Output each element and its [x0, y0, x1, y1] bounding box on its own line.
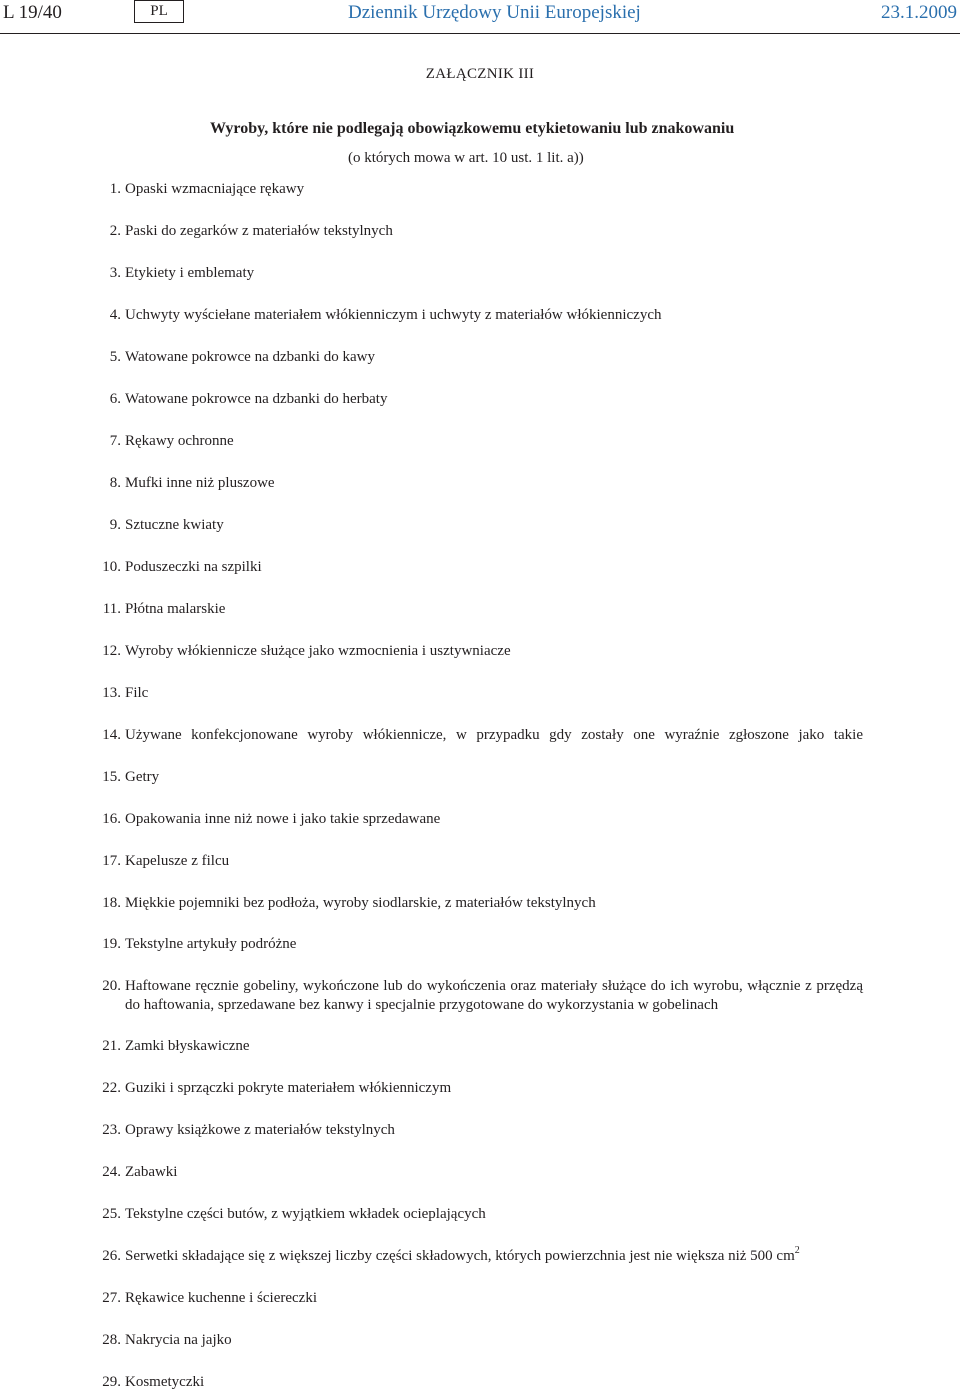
item-number: 4.	[109, 307, 121, 323]
superscript: 2	[794, 1245, 800, 1256]
item-number: 16.	[102, 811, 121, 827]
item-number: 1.	[109, 181, 121, 197]
item-number: 8.	[109, 475, 121, 491]
item-number: 23.	[102, 1122, 121, 1138]
item-text: Wyroby włókiennicze służące jako wzmocnienia i usztywniacze	[125, 643, 511, 659]
item-number: 9.	[109, 517, 121, 533]
item-text: Nakrycia na jajko	[125, 1332, 232, 1348]
publication-date: 23.1.2009	[881, 2, 957, 23]
item-number: 25.	[102, 1206, 121, 1222]
item-text: Uchwyty wyściełane materiałem włókienniczym i uchwyty z materiałów włókienniczych	[125, 307, 662, 323]
item-number: 18.	[102, 895, 121, 911]
item-number: 21.	[102, 1038, 121, 1054]
item-number: 22.	[102, 1080, 121, 1096]
annex-label: ZAŁĄCZNIK III	[425, 66, 535, 82]
language-badge: PL	[134, 0, 184, 23]
item-number: 2.	[109, 223, 121, 239]
item-text: Oprawy książkowe z materiałów tekstylnych	[125, 1122, 395, 1138]
annex-title: Wyroby, które nie podlegają obowiązkowemu etykietowaniu lub znakowaniu	[210, 120, 735, 137]
item-text: Płótna malarskie	[125, 601, 226, 617]
item-text: Filc	[125, 685, 149, 701]
item-number: 24.	[102, 1164, 121, 1180]
item-text: Guziki i sprzączki pokryte materiałem włókienniczym	[125, 1080, 452, 1096]
item-text: Poduszeczki na szpilki	[125, 559, 262, 575]
item-text: Rękawy ochronne	[125, 433, 234, 449]
journal-title: Dziennik Urzędowy Unii Europejskiej	[348, 2, 641, 23]
item-text: Paski do zegarków z materiałów tekstylnych	[125, 223, 393, 239]
item-number: 14.	[102, 727, 121, 743]
item-text: Zabawki	[125, 1164, 178, 1180]
item-text: Haftowane ręcznie gobeliny, wykończone lub do wykończenia oraz materiały służące do ich wyrobu, włącznie z przędzą do haftowania, sprzedawane bez kanwy i specjalnie przygotowane do wykorzystania w gobelinach	[125, 978, 863, 1013]
item-number: 15.	[102, 769, 121, 785]
item-text: Kosmetyczki	[125, 1374, 205, 1390]
item-number: 26.	[102, 1248, 121, 1264]
item-text: Watowane pokrowce na dzbanki do herbaty	[125, 391, 388, 407]
item-number: 17.	[102, 853, 121, 869]
item-number: 10.	[102, 559, 121, 575]
item-text: Tekstylne części butów, z wyjątkiem wkładek ocieplających	[125, 1206, 486, 1222]
item-number: 13.	[102, 685, 121, 701]
item-text: Etykiety i emblematy	[125, 265, 255, 281]
item-number: 3.	[109, 265, 121, 281]
item-number: 28.	[102, 1332, 121, 1348]
item-text: Sztuczne kwiaty	[125, 517, 224, 533]
page-reference: L 19/40	[3, 2, 62, 23]
item-number: 19.	[102, 936, 121, 952]
annex-subtitle: (o których mowa w art. 10 ust. 1 lit. a))	[348, 150, 584, 166]
item-text: Rękawice kuchenne i ściereczki	[125, 1290, 317, 1306]
item-text: Watowane pokrowce na dzbanki do kawy	[125, 349, 375, 365]
item-number: 12.	[102, 643, 121, 659]
item-text: Mufki inne niż pluszowe	[125, 475, 275, 491]
item-text: Getry	[125, 769, 160, 785]
item-number: 20.	[102, 978, 121, 994]
item-number: 7.	[109, 433, 121, 449]
item-text: Zamki błyskawiczne	[125, 1038, 250, 1054]
item-text: Używane konfekcjonowane wyroby włókiennicze, w przypadku gdy zostały one wyraźnie zgłoszone jako takie	[125, 727, 863, 743]
item-text: Tekstylne artykuły podróżne	[125, 936, 297, 952]
item-number: 11.	[102, 601, 121, 617]
item-number: 6.	[109, 391, 121, 407]
item-number: 5.	[109, 349, 121, 365]
item-text: Opaski wzmacniające rękawy	[125, 181, 305, 197]
page-header	[0, 0, 960, 30]
item-text: Miękkie pojemniki bez podłoża, wyroby siodlarskie, z materiałów tekstylnych	[125, 895, 596, 911]
item-text: Opakowania inne niż nowe i jako takie sprzedawane	[125, 811, 441, 827]
header-divider	[0, 33, 960, 34]
item-number: 29.	[102, 1374, 121, 1390]
item-text: Serwetki składające się z większej liczby części składowych, których powierzchnia jest nie większa niż 500 $cm^2$	[125, 1245, 800, 1264]
item-number: 27.	[102, 1290, 121, 1306]
item-text: Kapelusze z filcu	[125, 853, 230, 869]
